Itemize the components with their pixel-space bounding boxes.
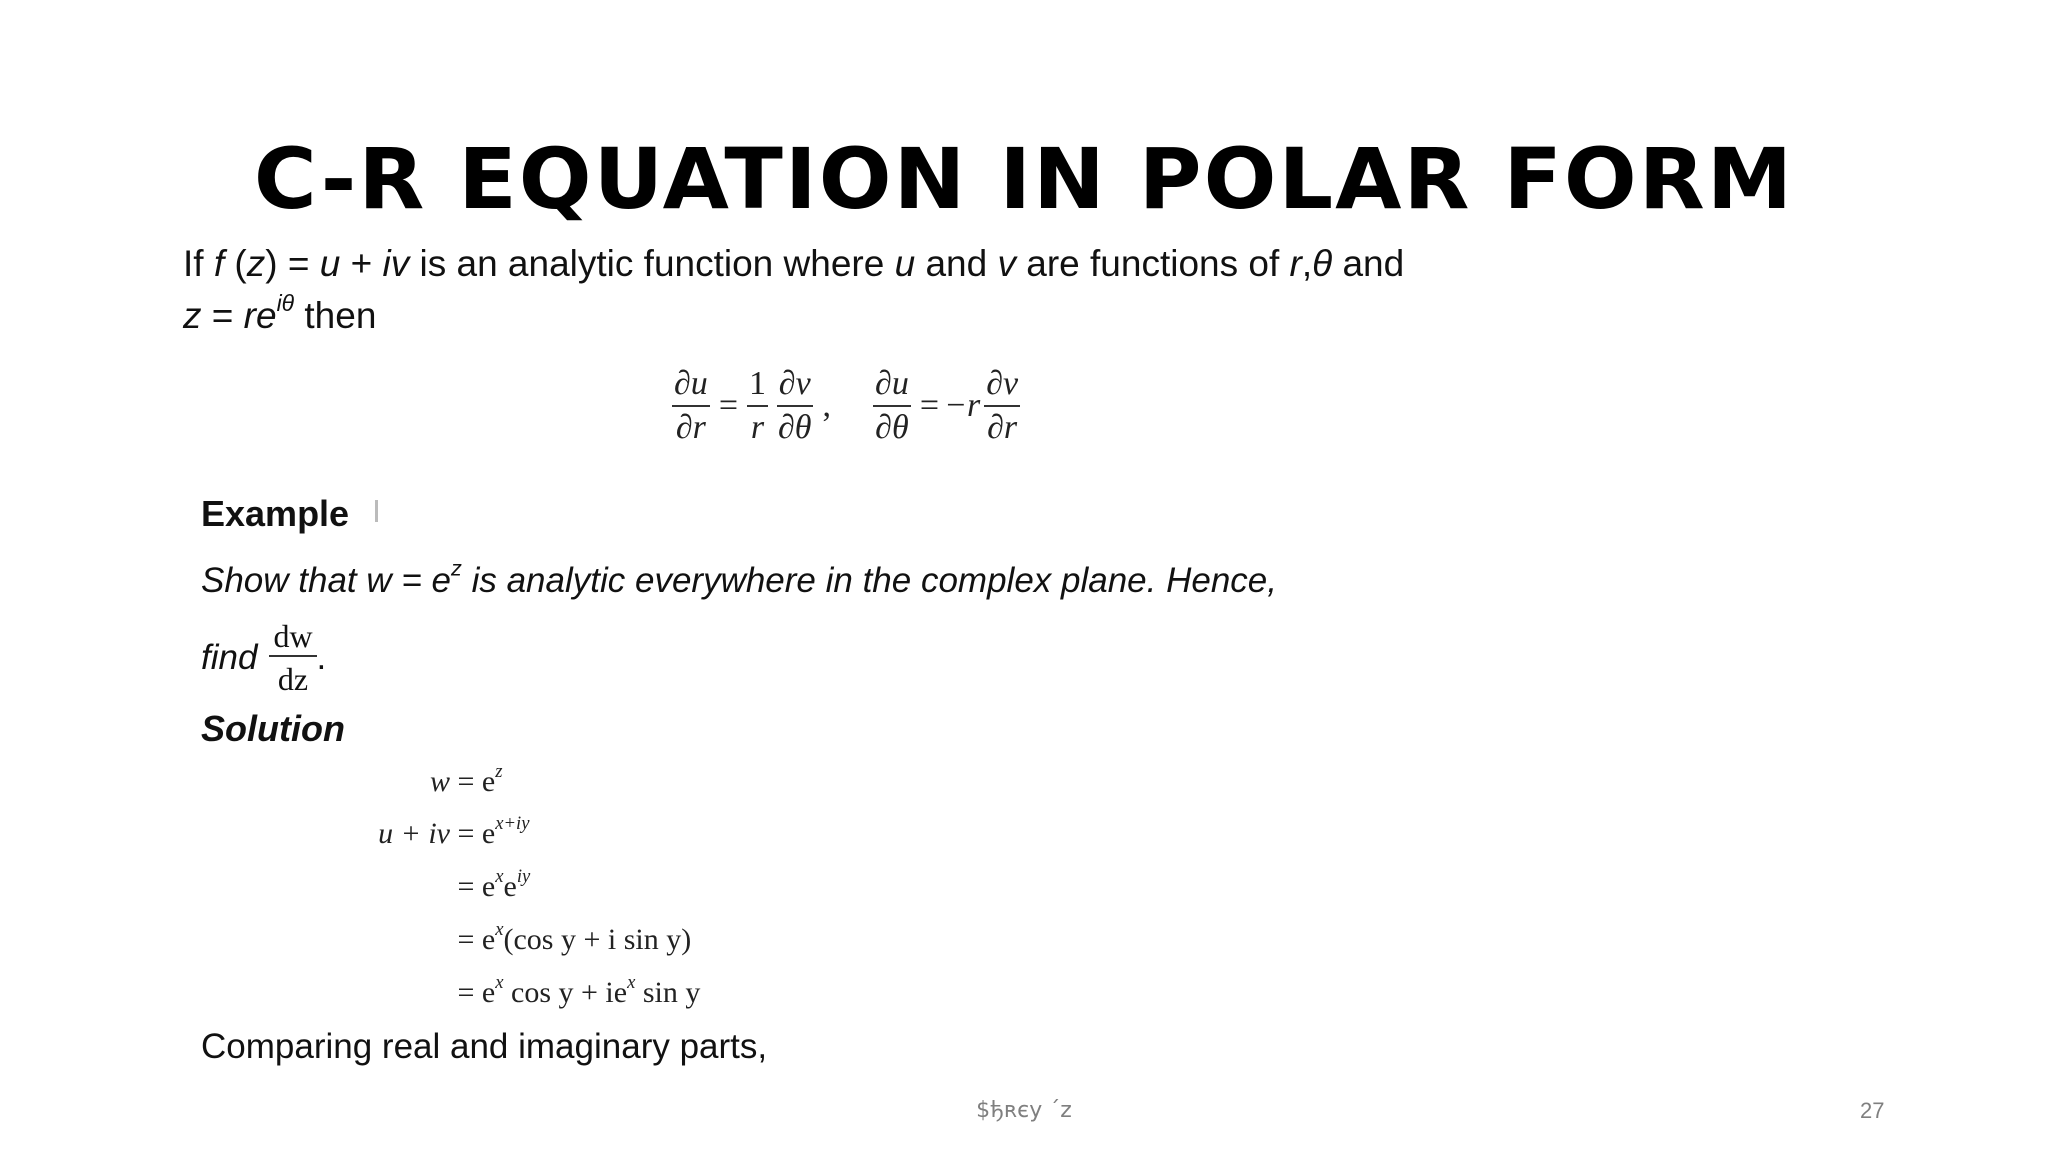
numerator: dw bbox=[269, 620, 316, 657]
numerator: 1 bbox=[747, 367, 768, 407]
equals-sign: = bbox=[919, 387, 940, 424]
fraction bbox=[776, 367, 814, 445]
step-exponent: x bbox=[495, 866, 504, 888]
solution-step bbox=[310, 813, 530, 851]
statement-exponent: z bbox=[451, 555, 462, 581]
denominator: dz bbox=[277, 661, 309, 697]
slide-title: C-R EQUATION IN POLAR FORM bbox=[253, 130, 1795, 228]
negative-r: −r bbox=[944, 387, 981, 424]
step-exponent: x bbox=[495, 972, 504, 994]
step-lhs: w bbox=[429, 765, 450, 798]
intro-text: If bbox=[183, 243, 214, 284]
step-rhs: = e bbox=[450, 817, 496, 850]
fraction bbox=[873, 367, 911, 445]
find-derivative bbox=[201, 620, 326, 695]
numerator: ∂u bbox=[672, 367, 710, 407]
step-rhs: = e bbox=[450, 765, 496, 798]
slide-footer: $ђʀєу ΄z bbox=[976, 1098, 1072, 1123]
intro-var-u: u bbox=[894, 243, 916, 284]
denominator: ∂r bbox=[675, 409, 706, 446]
step-exponent: iy bbox=[516, 866, 531, 888]
page-number: 27 bbox=[1860, 1098, 1885, 1123]
step-exponent: x bbox=[495, 919, 504, 941]
comparing-text: Comparing real and imaginary parts, bbox=[201, 1027, 768, 1066]
divider-mark bbox=[375, 500, 378, 522]
step-lhs: u + iv bbox=[378, 817, 450, 850]
step-rhs: cos y + ie bbox=[503, 976, 628, 1009]
fraction bbox=[672, 367, 710, 445]
find-label: find bbox=[201, 637, 258, 677]
solution-heading: Solution bbox=[201, 708, 345, 749]
denominator: ∂r bbox=[987, 409, 1018, 446]
step-rhs: = e bbox=[450, 923, 496, 956]
step-rhs: sin y bbox=[635, 976, 701, 1009]
intro-var-v: v bbox=[997, 243, 1016, 284]
denominator: r bbox=[750, 409, 765, 446]
intro-text: , bbox=[1301, 243, 1313, 284]
solution-step bbox=[310, 866, 531, 904]
intro-var-r: r bbox=[1289, 243, 1302, 284]
intro-text: and bbox=[915, 243, 998, 284]
intro-text: is an analytic function where bbox=[409, 243, 895, 284]
numerator: ∂u bbox=[873, 367, 911, 407]
intro-text: are functions of bbox=[1015, 243, 1290, 284]
intro-line-2 bbox=[183, 289, 377, 337]
example-heading: Example bbox=[201, 493, 350, 534]
step-rhs: (cos y + i sin y) bbox=[503, 923, 692, 956]
separator: , bbox=[822, 387, 832, 424]
intro-var-u: u bbox=[319, 243, 341, 284]
statement-text: Show that w = e bbox=[201, 561, 452, 600]
numerator: ∂v bbox=[777, 367, 813, 407]
fraction bbox=[747, 367, 768, 445]
intro-var-z: z bbox=[246, 243, 266, 284]
step-rhs: = e bbox=[450, 870, 496, 903]
denominator: ∂θ bbox=[875, 409, 909, 446]
equals-sign: = bbox=[718, 387, 738, 424]
intro-exponent: iθ bbox=[276, 289, 295, 316]
intro-line-1 bbox=[183, 243, 1404, 285]
intro-text: then bbox=[294, 295, 377, 336]
step-exponent: x+iy bbox=[495, 813, 530, 835]
intro-var-iv: iv bbox=[382, 243, 410, 284]
denominator: ∂θ bbox=[778, 409, 812, 446]
step-rhs: = e bbox=[450, 976, 496, 1009]
example-statement bbox=[201, 555, 1277, 601]
statement-text: is analytic everywhere in the complex plane. Hence, bbox=[461, 561, 1277, 600]
solution-step bbox=[310, 919, 692, 957]
cr-polar-equations bbox=[668, 358, 1024, 454]
step-exponent: z bbox=[495, 761, 503, 783]
intro-var-z: z bbox=[183, 295, 202, 336]
intro-text: ( bbox=[224, 243, 247, 284]
step-exponent: x bbox=[627, 972, 636, 994]
solution-step bbox=[310, 761, 503, 799]
intro-var-re: re bbox=[243, 295, 277, 336]
step-rhs: e bbox=[503, 870, 517, 903]
intro-var-theta: θ bbox=[1312, 243, 1333, 284]
intro-var-f: f bbox=[213, 243, 225, 284]
intro-text: + bbox=[340, 243, 383, 284]
period: . bbox=[316, 637, 327, 677]
numerator: ∂v bbox=[984, 367, 1020, 407]
fraction bbox=[984, 367, 1020, 445]
intro-text: = bbox=[201, 295, 244, 336]
solution-step bbox=[310, 972, 701, 1010]
derivative-fraction bbox=[269, 620, 316, 695]
intro-text: and bbox=[1332, 243, 1405, 284]
intro-text: ) = bbox=[265, 243, 320, 284]
